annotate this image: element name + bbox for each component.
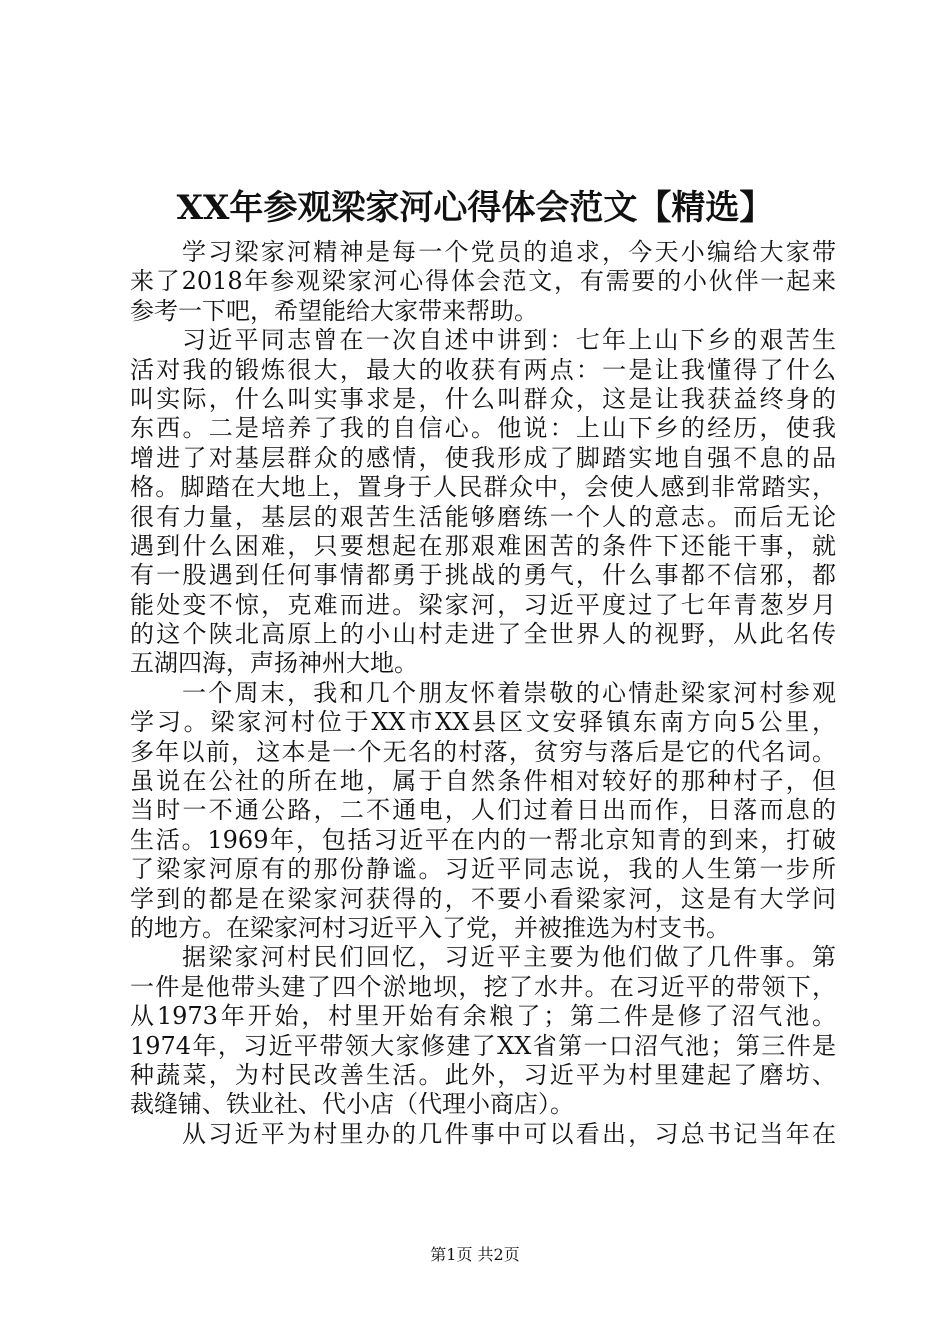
text-line: 有一股遇到任何事情都勇于挑战的勇气，什么事都不信邪，都 [130, 561, 836, 590]
text-line: 活对我的锻炼很大，最大的收获有两点：一是让我懂得了什么 [130, 355, 836, 384]
paragraph-2 [130, 326, 836, 679]
text-line: 裁缝铺、铁业社、代小店（代理小商店）。 [130, 1090, 574, 1119]
text-line: 习近平同志曾在一次自述中讲到：七年上山下乡的艰苦生 [182, 326, 836, 355]
text-line: 格。脚踏在大地上，置身于人民群众中，会使人感到非常踏实， [130, 473, 836, 502]
text-line: 从习近平为村里办的几件事中可以看出，习总书记当年在 [182, 1119, 836, 1148]
text-line: 学习梁家河精神是每一个党员的追求，今天小编给大家带 [182, 238, 836, 266]
paragraph-4 [130, 943, 836, 1119]
text-line: 生活。1969年，包括习近平在内的一帮北京知青的到来，打破 [130, 825, 836, 854]
document-body [130, 238, 836, 1149]
text-line: 据梁家河村民们回忆，习近平主要为他们做了几件事。第 [182, 943, 836, 972]
paragraph-1 [130, 238, 836, 326]
text-line: 的地方。在梁家河村习近平入了党，并被推选为村支书。 [130, 913, 730, 942]
text-line: 了梁家河原有的那份静谧。习近平同志说，我的人生第一步所 [130, 855, 836, 884]
text-line: 多年以前，这本是一个无名的村落，贫穷与落后是它的代名词。 [130, 737, 836, 766]
text-line: 参考一下吧，希望能给大家带来帮助。 [130, 296, 538, 325]
text-line: 东西。二是培养了我的自信心。他说：上山下乡的经历，使我 [130, 414, 836, 443]
text-line: 很有力量，基层的艰苦生活能够磨练一个人的意志。而后无论 [130, 502, 836, 531]
text-line: 五湖四海，声扬神州大地。 [130, 649, 418, 678]
text-line: 学到的都是在梁家河获得的，不要小看梁家河，这是有大学问 [130, 884, 836, 913]
text-line: 当时一不通公路，二不通电，人们过着日出而作，日落而息的 [130, 796, 836, 825]
text-line: 1974年，习近平带领大家修建了XX省第一口沼气池；第三件是 [130, 1031, 836, 1060]
text-line: 增进了对基层群众的感情，使我形成了脚踏实地自强不息的品 [130, 443, 836, 472]
text-line: 学习。梁家河村位于XX市XX县区文安驿镇东南方向5公里， [130, 708, 836, 737]
paragraph-3 [130, 679, 836, 944]
text-line: 能处变不惊，克难而进。梁家河，习近平度过了七年青葱岁月 [130, 590, 836, 619]
page-footer: 第1页 共2页 [430, 1245, 520, 1264]
text-line: 虽说在公社的所在地，属于自然条件相对较好的那种村子，但 [130, 767, 836, 796]
text-line: 的这个陕北高原上的小山村走进了全世界人的视野，从此名传 [130, 620, 836, 649]
text-line: 一件是他带头建了四个淤地坝，挖了水井。在习近平的带领下， [130, 972, 836, 1001]
text-line: 从1973年开始，村里开始有余粮了；第二件是修了沼气池。 [130, 1002, 836, 1031]
paragraph-5 [130, 1120, 836, 1149]
text-line: 种蔬菜，为村民改善生活。此外，习近平为村里建起了磨坊、 [130, 1060, 836, 1089]
text-line: 来了2018年参观梁家河心得体会范文，有需要的小伙伴一起来 [130, 267, 836, 296]
text-line: 一个周末，我和几个朋友怀着崇敬的心情赴梁家河村参观 [182, 678, 836, 707]
document-title: XX年参观梁家河心得体会范文【精选】 [176, 188, 774, 228]
text-line: 遇到什么困难，只要想起在那艰难困苦的条件下还能干事，就 [130, 531, 836, 560]
text-line: 叫实际，什么叫实事求是，什么叫群众，这是让我获益终身的 [130, 384, 836, 413]
